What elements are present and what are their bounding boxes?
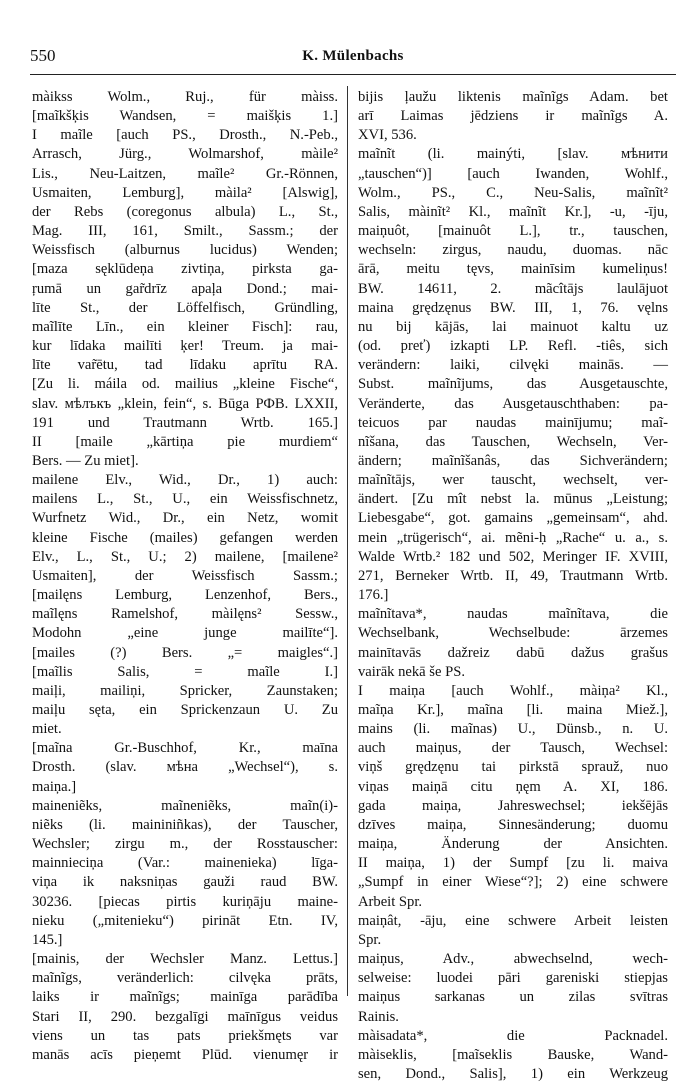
text-line: Rainis.: [358, 1008, 399, 1025]
text-line: vairāk nekā še PS.: [358, 663, 465, 680]
right-column: [358, 88, 668, 1082]
text-line: maiņus sarkanas un zilas svītras: [358, 989, 668, 1006]
text-line: gada maiņa, Jahreswechsel; iekšējās: [358, 797, 668, 814]
text-line: Mag. III, 161, Smilt., Sassm.; der: [32, 223, 338, 240]
text-line: sen, Dond., Salis], 1) ein Werkzeug: [358, 1065, 668, 1082]
text-line: maĩnĩgs, veränderlich: cilvęka prāts,: [32, 970, 338, 987]
text-line: kur līdaka mailīti ķer! Treum. ja mai-: [32, 338, 338, 355]
text-line: mailene Elv., Wid., Dr., 1) auch:: [32, 472, 338, 489]
text-line: maĩņa Kr.], maĩna [li. maina Miež.],: [358, 702, 668, 718]
text-line: 30236. [piecas pirtis kuriņāju maine-: [32, 893, 338, 910]
text-line: wechseln: zirgus, naudu, duomas. nāc: [358, 242, 668, 259]
text-line: Wurfnetz Wid., Dr., ein Netz, womit: [32, 510, 338, 527]
text-line: BW. 14611, 2. mãcîtājs laulājuot: [358, 280, 668, 297]
column-divider: [347, 86, 348, 996]
text-line: maiņuôt, [mainuôt L.], tr., tauschen,: [358, 223, 668, 240]
text-line: maĩlęns Ramelshof, màilęns² Sessw.,: [32, 606, 338, 623]
text-line: nu bij kājās, lai mainuot kaltu uz: [358, 318, 668, 335]
text-line: „Sumpf in einer Wiese“?]; 2) eine schwere: [358, 874, 668, 891]
text-line: Salis, màinĩt² Kl., maĩnĩt Kr.], -u, -īju,: [358, 203, 668, 220]
text-line: kleine Fische (mailes) gefangen werden: [32, 529, 338, 546]
text-line: viņa ik naksniņas gauži raud BW.: [32, 874, 338, 891]
text-line: Stari II, 290. bezgalīgi maīnīgus veidus: [32, 1008, 338, 1025]
text-line: Walde Wrtb.² 182 und 502, Meringer IF. XVIII,: [358, 548, 668, 565]
text-line: Modohn „eine junge mailīte“].: [32, 625, 338, 642]
text-line: nieku („mitenieku“) pirināt Etn. IV,: [32, 912, 338, 929]
text-line: Wolm., PS., C., Neu-Salis, maĩnĩt²: [358, 184, 668, 201]
text-line: viņas maiņā citu ņęm A. XI, 186.: [358, 778, 668, 795]
text-line: màikss Wolm., Ruj., für màiss.: [32, 89, 338, 105]
text-line: mains (li. maĩnas) U., Dünsb., n. U.: [358, 721, 668, 738]
text-line: līte St., der Löffelfisch, Gründling,: [32, 299, 338, 316]
text-line: XVI, 536.: [358, 127, 417, 144]
text-line: mainītavās dažreiz dabū dažus grašus: [358, 644, 668, 661]
text-line: maineniẽks, maĩneniẽks, maĩn(i)-: [32, 797, 338, 814]
text-line: slav. мѣлъкъ „klein, fein“, s. Būga РФВ. LXXII,: [32, 395, 338, 412]
text-line: [maĩna Gr.-Buschhof, Kr., maīna: [32, 740, 338, 757]
text-line: [mailes (?) Bers. „= maigles“.]: [32, 644, 338, 661]
text-line: Weissfisch (alburnus lucidus) Wenden;: [32, 242, 338, 259]
text-line: Bers. — Zu miet].: [32, 452, 139, 469]
text-line: auch maiņus, der Tausch, Wechsel:: [358, 740, 668, 757]
text-line: „tauschen“)] [auch Iwanden, Wohlf.,: [358, 165, 668, 182]
text-line: [maĩlis Salis, = maĩle I.]: [32, 663, 338, 680]
text-line: teicuos par naudas mainījumu; maĩ-: [358, 414, 668, 431]
text-line: mailens L., St., U., ein Weissfischnetz,: [32, 491, 338, 508]
text-line: maĩlīte Līn., ein kleiner Fisch]: rau,: [32, 318, 338, 335]
text-line: viens un tas pats priekšmęts var: [32, 1027, 338, 1044]
text-line: Arbeit Spr.: [358, 893, 423, 910]
text-line: bijis ļaužu liktenis maĩnĩgs Adam. bet: [358, 89, 668, 105]
text-line: nĩšana, das Tauschen, Wechseln, Ver-: [358, 433, 668, 450]
text-line: Wechselbank, Wechselbude: ārzemes: [358, 625, 668, 642]
text-line: [mainis, der Wechsler Manz. Lettus.]: [32, 951, 338, 968]
text-line: Liebesgabe“, got. gamains „gemeinsam“, ahd.: [358, 510, 668, 527]
text-line: arī Laimas jēdziens ir maĩnĩgs A.: [358, 108, 668, 125]
text-line: selweise: luodei pāri gareniski stiepjas: [358, 970, 668, 987]
text-line: II maiņa, 1) der Sumpf [zu li. maiva: [358, 855, 668, 872]
text-line: 271, Berneker Wrtb. II, 49, Trautmann Wrtb.: [358, 567, 668, 584]
text-line: maiļu sęta, ein Sprickenzaun U. Zu: [32, 702, 338, 718]
text-line: Usmaiten, Lemburg], màila² [Alswig],: [32, 184, 338, 201]
text-line: màisadata*, die Packnadel.: [358, 1027, 668, 1044]
text-line: [maza sęklūdeņa zivtiņa, pirksta ga-: [32, 261, 338, 278]
text-line: II [maile „kārtiņa pie murdiem“: [32, 433, 338, 450]
text-line: ārā, meitu tęvs, mainīsim kumeliņus!: [358, 261, 668, 278]
page-header: [30, 46, 676, 75]
text-line: līte var̃ētu, tad līdaku aprītu RA.: [32, 357, 338, 374]
text-line: [mailęns Lemburg, Lenzenhof, Bers.,: [32, 587, 338, 604]
text-line: mainnieciņa (Var.: mainenieka) līga-: [32, 855, 338, 872]
left-column: [32, 88, 338, 1063]
text-line: maĩnĩt (li. mainýti, [slav. мѣнити: [358, 146, 668, 163]
text-line: [maĩkšķis Wandsen, = maišķis 1.]: [32, 108, 338, 125]
text-line: ändern; maĩnĩšanâs, das Sichverändern;: [358, 452, 668, 469]
text-line: maiļi, mailiņi, Spricker, Zaunstaken;: [32, 682, 338, 699]
page-number: 550: [30, 46, 56, 65]
text-line: 191 und Trautmann Wrtb. 165.]: [32, 414, 338, 431]
text-line: Elv., L., St., U.; 2) mailene, [mailene²: [32, 548, 338, 565]
text-line: I maiņa [auch Wohlf., màiņa² Kl.,: [358, 682, 668, 699]
text-line: maiņa, Änderung der Ansichten.: [358, 836, 668, 853]
text-line: Drosth. (slav. мѣна „Wechsel“), s.: [32, 759, 338, 776]
text-line: ŗumā un gar̃drīz apaļa Dond.; mai-: [32, 280, 338, 297]
text-line: màiseklis, [maĩseklis Bauske, Wand-: [358, 1046, 668, 1063]
text-line: maiņus, Adv., abwechselnd, wech-: [358, 951, 668, 968]
text-line: dzīves maiņa, Sinnesänderung; duomu: [358, 816, 668, 833]
running-head: K. Mülenbachs: [302, 48, 404, 64]
text-line: Usmaiten], der Weissfisch Sassm.;: [32, 567, 338, 584]
text-line: Wechsler; zirgu m., der Rosstauscher:: [32, 836, 338, 853]
text-line: I maĩle [auch PS., Drosth., N.-Peb.,: [32, 127, 338, 144]
text-line: mein „trügerisch“, ai. mẽni-ḥ „Rache“ u. a., s.: [358, 529, 668, 546]
text-line: manās acīs pieņemt Plūd. vienumęr ir: [32, 1046, 338, 1063]
text-line: miet.: [32, 721, 62, 738]
text-line: maina grędzęnus BW. III, 1, 76. vęlns: [358, 299, 668, 316]
text-line: niẽks (li. maininiñkas), der Tauscher,: [32, 816, 338, 833]
text-line: 176.]: [358, 587, 389, 604]
text-line: der Rebs (coregonus albula) L., St.,: [32, 203, 338, 220]
text-line: Arrasch, Jürg., Wolmarshof, màile²: [32, 146, 338, 163]
text-line: viņš grędzęnu tai pirkstā sprauž, nuo: [358, 759, 668, 776]
text-line: maiņât, -āju, eine schwere Arbeit leisten: [358, 912, 668, 929]
text-line: (od. preť) izkapti LP. Refl. -tiês, sich: [358, 338, 668, 355]
text-line: maĩnĩtājs, wer tauscht, wechselt, ver-: [358, 472, 668, 489]
text-line: Subst. maĩnĩjums, das Ausgetauschte,: [358, 376, 668, 393]
text-line: maiņa.]: [32, 778, 77, 795]
text-line: 145.]: [32, 931, 63, 948]
text-line: ändert. [Zu mît nebst la. mūnus „Leistung;: [358, 491, 668, 508]
text-line: [Zu li. máila od. mailius „kleine Fische“,: [32, 376, 338, 393]
text-line: Lis., Neu-Laitzen, maĩle² Gr.-Rönnen,: [32, 165, 338, 182]
text-line: laiks ir maĩnĩgs; mainīga parādība: [32, 989, 338, 1006]
text-line: maĩnĩtava*, naudas maĩnĩtava, die: [358, 606, 668, 623]
text-line: Spr.: [358, 931, 382, 948]
text-line: Veränderte, das Ausgetauschthaben: pa-: [358, 395, 668, 412]
text-line: verändern: laiki, cilvęki mainās. —: [358, 357, 668, 374]
